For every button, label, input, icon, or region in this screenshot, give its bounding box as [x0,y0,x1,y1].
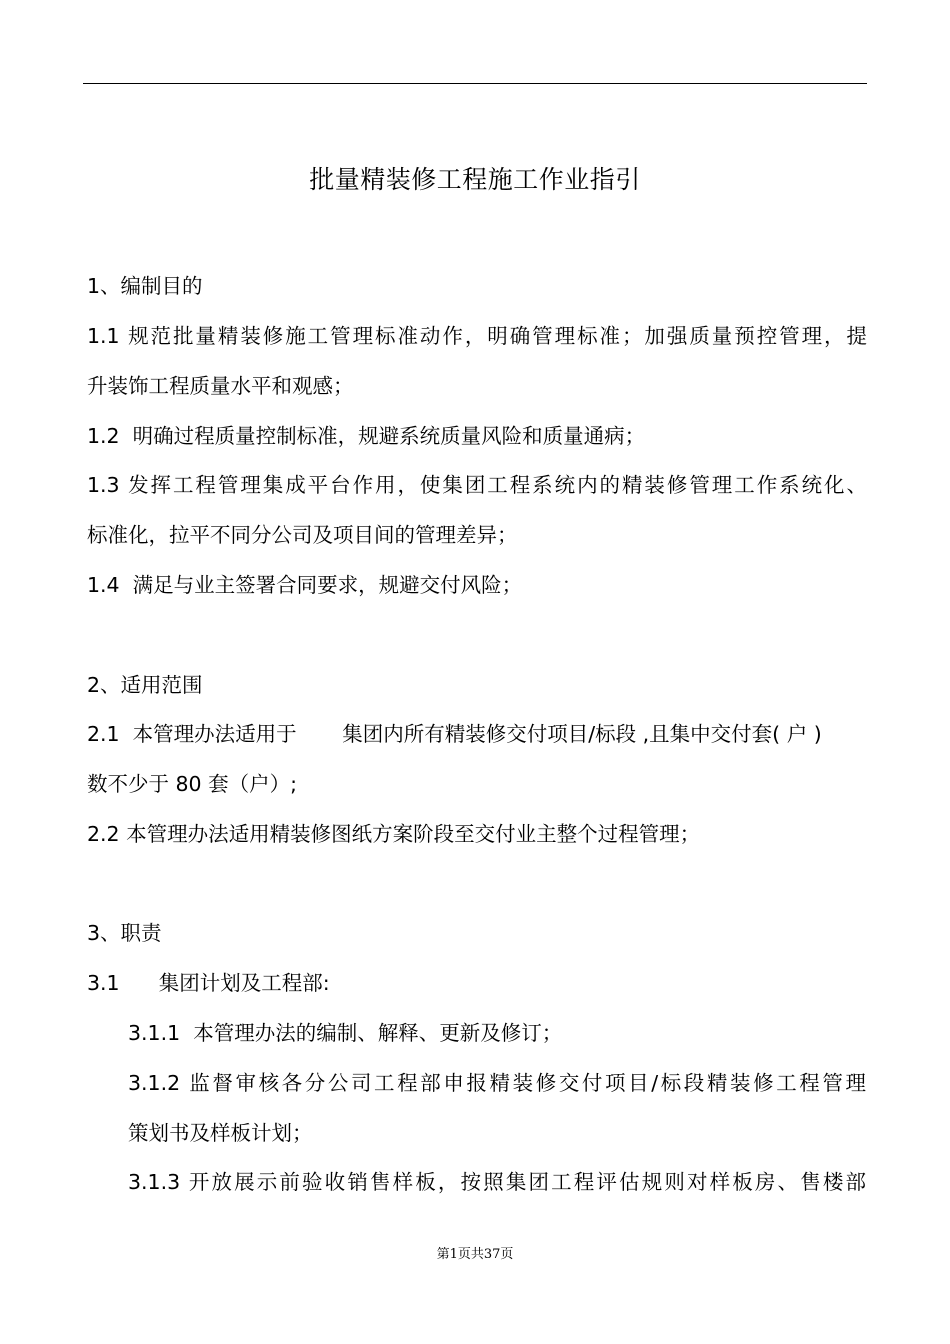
paragraph-1-3-line-1: 1.3 发挥工程管理集成平台作用，使集团工程系统内的精装修管理工作系统化、 [87,473,867,497]
document-title: 批量精装修工程施工作业指引 [309,165,641,194]
page-footer: 第1页共37页 [436,1247,514,1262]
paragraph-3-1-2-line-1: 3.1.2 监督审核各分公司工程部申报精装修交付项目/标段精装修工程管理 [128,1071,866,1095]
section-1-heading: 1、编制目的 [87,274,203,298]
paragraph-3-1-2-line-2: 策划书及样板计划； [128,1121,313,1145]
section-3-heading: 3、职责 [87,921,162,945]
paragraph-2-2: 2.2 本管理办法适用精装修图纸方案阶段至交付业主整个过程管理； [87,822,701,846]
paragraph-1-3-line-2: 标准化，拉平不同分公司及项目间的管理差异； [87,523,518,547]
paragraph-1-4: 1.4 满足与业主签署合同要求，规避交付风险； [87,573,523,597]
paragraph-1-1-line-1: 1.1 规范批量精装修施工管理标准动作，明确管理标准；加强质量预控管理，提 [87,324,867,348]
paragraph-1-2: 1.2 明确过程质量控制标准，规避系统质量风险和质量通病； [87,424,646,448]
paragraph-3-1-3-line-1: 3.1.3 开放展示前验收销售样板，按照集团工程评估规则对样板房、售楼部 [128,1170,866,1194]
section-2-heading: 2、适用范围 [87,673,203,697]
paragraph-3-1-1: 3.1.1 本管理办法的编制、解释、更新及修订； [128,1021,563,1045]
paragraph-3-1: 3.1 集团计划及工程部: [87,971,330,995]
paragraph-2-1-line-1: 2.1 本管理办法适用于 集团内所有精装修交付项目/标段 ,且集中交付套( 户 ) [87,722,822,746]
header-rule [83,83,867,84]
paragraph-2-1-line-2: 数不少于 80 套（户）; [87,772,298,796]
paragraph-1-1-line-2: 升装饰工程质量水平和观感； [87,374,354,398]
